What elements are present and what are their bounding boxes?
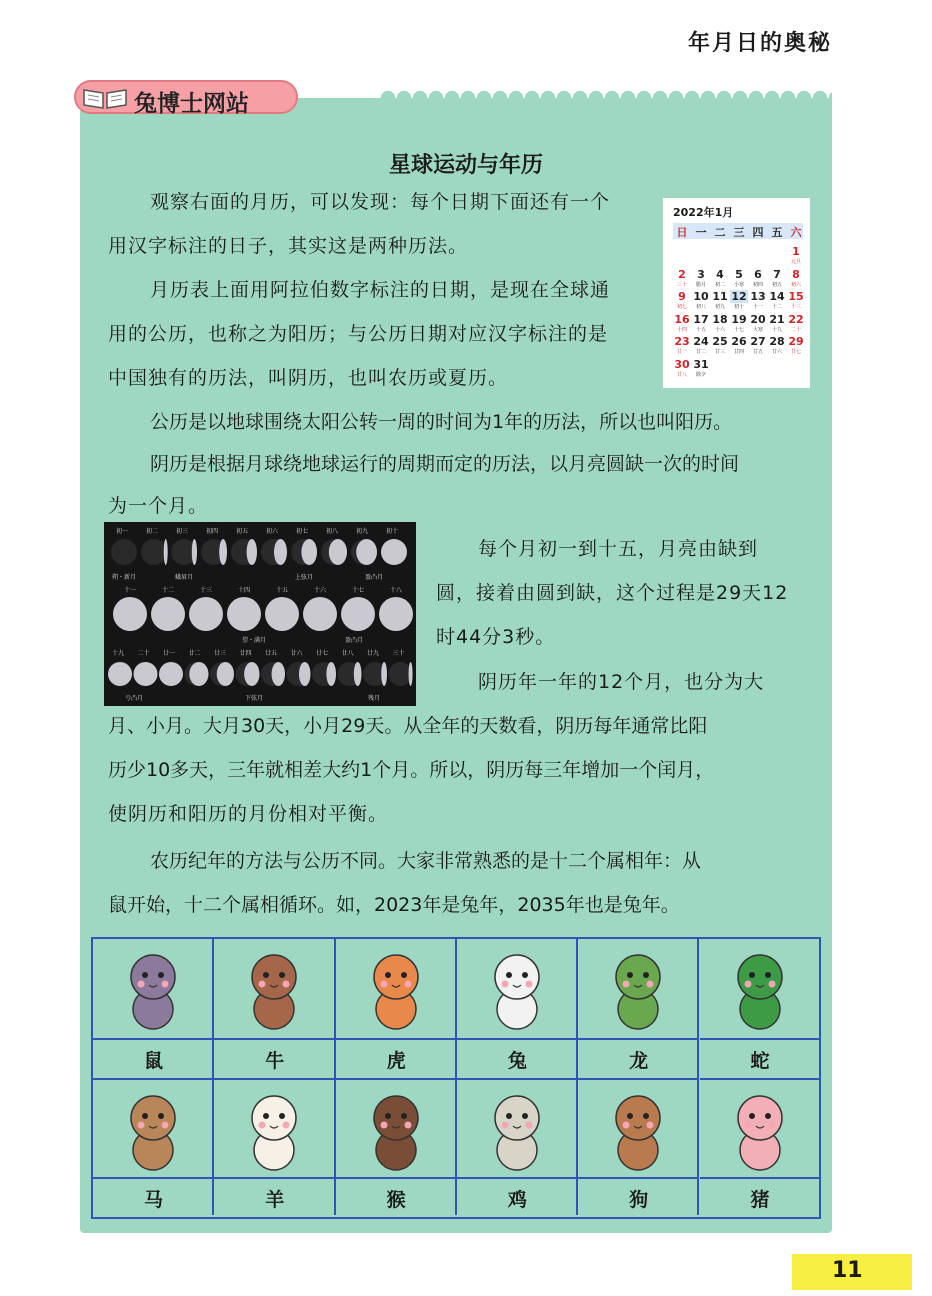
zodiac-animal-cell — [700, 939, 819, 1040]
calendar-lunar-day: 十五 — [695, 326, 706, 333]
paragraph-line: 农历纪年的方法与公历不同。大家非常熟悉的是十二个属相年：从 — [150, 850, 702, 872]
calendar-lunar-day: 十九 — [771, 326, 782, 333]
paragraph-line: 月、小月。大月30天，小月29天。从全年的天数看，阴历每年通常比阳 — [108, 715, 708, 737]
calendar-day: 6 — [754, 267, 762, 281]
paragraph-line: 用汉字标注的日子，其实这是两种历法。 — [108, 235, 469, 257]
zodiac-name: 狗 — [629, 1189, 649, 1211]
paragraph-line: 使阴历和阳历的月份相对平衡。 — [108, 803, 389, 825]
calendar-weekday: 五 — [771, 226, 783, 239]
calendar-day: 11 — [712, 290, 728, 303]
calendar-lunar-day: 廿六 — [771, 349, 782, 355]
calendar-day: 30 — [674, 357, 690, 371]
moon-icon — [113, 597, 147, 631]
calendar-day: 31 — [693, 357, 709, 371]
moon-phase-label: 十二 — [161, 587, 175, 594]
paragraph-line: 每个月初一到十五，月亮由缺到 — [478, 538, 759, 560]
zodiac-name: 羊 — [265, 1189, 285, 1211]
calendar-weekday: 四 — [752, 226, 764, 239]
calendar-lunar-day: 除夕 — [695, 371, 706, 378]
calendar-lunar-day: 初五 — [771, 281, 782, 288]
zodiac-name-cell — [93, 1179, 214, 1215]
moon-icon — [189, 597, 223, 631]
moon-phase-label: 廿九 — [366, 650, 380, 657]
moon-icon — [159, 662, 183, 686]
calendar-lunar-day: 廿四 — [733, 349, 744, 355]
moon-phase-label: 十六 — [313, 587, 327, 594]
paragraph-line: 用的公历，也称之为阳历；与公历日期对应汉字标注的是 — [108, 323, 609, 345]
moon-icon — [141, 539, 167, 565]
paragraph-line: 阴历年一年的12个月，也分为大 — [478, 671, 765, 693]
calendar-day: 16 — [674, 312, 690, 326]
moon-phase-label: 二十 — [137, 650, 150, 657]
calendar-weekday: 三 — [733, 226, 745, 239]
pig-icon — [700, 1080, 821, 1179]
moon-phase-label: 廿七 — [315, 650, 329, 657]
zodiac-name: 鸡 — [507, 1189, 527, 1211]
zodiac-name-cell — [336, 1179, 457, 1215]
calendar-lunar-day: 廿八 — [676, 371, 687, 378]
calendar-lunar-day: 十七 — [733, 326, 744, 333]
zodiac-name-cell — [336, 1040, 457, 1080]
month-calendar — [663, 198, 810, 388]
moon-phase-label: 亏凸月 — [124, 695, 144, 702]
paragraph-line: 鼠开始，十二个属相循环。如，2023年是兔年，2035年也是兔年。 — [108, 894, 680, 916]
zodiac-animal-cell — [578, 939, 699, 1040]
moon-phase-label: 廿一 — [162, 650, 176, 657]
zodiac-animal-cell — [336, 1080, 457, 1179]
moon-phase-label: 廿八 — [341, 650, 354, 657]
calendar-day: 12 — [731, 290, 747, 303]
moon-phase-label: 十一 — [123, 587, 137, 594]
ox-icon — [214, 939, 335, 1038]
moon-phase-label: 初四 — [205, 528, 219, 535]
moon-lit-part — [247, 539, 257, 565]
calendar-lunar-day: 二十 — [790, 326, 801, 333]
calendar-day: 17 — [693, 312, 709, 326]
moon-lit-part — [219, 539, 227, 565]
calendar-lunar-day: 大寒 — [752, 326, 763, 333]
moon-phase-label: 廿六 — [290, 650, 303, 657]
paragraph-line: 阴历是根据月球绕地球运行的周期而定的历法，以月亮圆缺一次的时间 — [150, 453, 740, 475]
calendar-day: 14 — [769, 290, 785, 303]
zodiac-name-cell — [700, 1179, 819, 1215]
paragraph-line: 圆，接着由圆到缺，这个过程是29天12 — [436, 582, 789, 604]
calendar-day: 18 — [712, 312, 728, 326]
moon-icon — [379, 597, 413, 631]
calendar-weekday: 六 — [790, 226, 802, 239]
zodiac-name: 猪 — [750, 1189, 770, 1211]
moon-phase-label: 盈凸月 — [344, 637, 364, 644]
page-number: 11 — [832, 1258, 863, 1283]
moon-phase-label: 残月 — [367, 695, 381, 702]
chapter-title: 年月日的奥秘 — [687, 31, 832, 56]
calendar-lunar-day: 初九 — [714, 304, 725, 310]
calendar-lunar-day: 廿二 — [695, 349, 706, 355]
calendar-lunar-day: 十四 — [676, 326, 687, 333]
moon-lit-part — [274, 539, 287, 565]
tiger-icon — [336, 939, 457, 1038]
calendar-lunar-day: 十一 — [752, 304, 763, 310]
zodiac-name-cell — [457, 1179, 578, 1215]
calendar-day: 4 — [716, 267, 724, 281]
zodiac-name: 虎 — [386, 1050, 406, 1072]
zodiac-name: 兔 — [507, 1050, 527, 1072]
moon-phase-label: 初八 — [325, 528, 339, 535]
paragraph-line: 历少10多天，三年就相差大约1个月。所以，阴历每三年增加一个闰月， — [108, 759, 715, 781]
moon-lit-part — [301, 539, 317, 565]
dog-icon — [578, 1080, 699, 1179]
zodiac-name: 牛 — [265, 1050, 285, 1072]
zodiac-name-cell — [457, 1040, 578, 1080]
horse-icon — [93, 1080, 214, 1179]
calendar-weekday: 二 — [714, 226, 726, 239]
calendar-lunar-day: 廿一 — [676, 349, 687, 355]
calendar-lunar-day: 初二 — [714, 281, 725, 288]
calendar-day: 24 — [693, 335, 709, 348]
calendar-day: 15 — [788, 290, 804, 303]
article-title: 星球运动与年历 — [388, 153, 543, 178]
moon-lit-part — [326, 662, 336, 686]
calendar-title: 2022年1月 — [673, 206, 734, 219]
calendar-lunar-day: 廿七 — [790, 349, 801, 355]
moon-phase-label: 初五 — [235, 528, 249, 535]
zodiac-animal-cell — [93, 939, 214, 1040]
moon-phase-label: 初一 — [115, 528, 129, 535]
calendar-day: 25 — [712, 335, 728, 348]
calendar-day: 10 — [693, 290, 709, 303]
calendar-lunar-day: 十六 — [714, 326, 725, 333]
moon-phase-label: 初六 — [265, 528, 279, 535]
moon-lit-part — [329, 539, 347, 565]
calendar-day: 19 — [731, 312, 747, 326]
moon-phases-image — [104, 522, 416, 706]
moon-phase-label: 朔・新月 — [111, 574, 137, 581]
goat-icon — [214, 1080, 335, 1179]
moon-phase-label: 十九 — [111, 650, 125, 657]
zodiac-animal-cell — [214, 1080, 335, 1179]
moon-phase-label: 十七 — [351, 587, 365, 594]
moon-icon — [108, 662, 132, 686]
calendar-day: 9 — [678, 290, 686, 303]
moon-lit-part — [272, 662, 285, 686]
zodiac-name-cell — [93, 1040, 214, 1080]
calendar-day: 26 — [731, 335, 747, 348]
paragraph-line: 时44分3秒。 — [436, 626, 556, 648]
zodiac-animal-cell — [700, 1080, 819, 1179]
calendar-lunar-day: 初十 — [733, 304, 744, 310]
calendar-lunar-day: 元旦 — [790, 259, 801, 265]
moon-lit-part — [164, 539, 168, 565]
moon-lit-part — [192, 539, 197, 565]
paragraph-line: 为一个月。 — [108, 495, 209, 517]
moon-phase-label: 廿二 — [188, 650, 201, 657]
moon-phase-label: 十三 — [199, 587, 213, 594]
calendar-lunar-day: 廿三 — [714, 349, 725, 355]
zodiac-name-cell — [700, 1040, 819, 1080]
moon-lit-part — [189, 662, 208, 686]
calendar-lunar-day: 十二 — [771, 304, 782, 310]
calendar-lunar-day: 初八 — [695, 304, 706, 310]
calendar-day: 22 — [788, 312, 804, 326]
page-number-badge — [792, 1254, 912, 1290]
moon-lit-part — [356, 539, 377, 565]
calendar-lunar-day: 廿五 — [752, 349, 763, 355]
paragraph-line: 公历是以地球围绕太阳公转一周的时间为1年的历法，所以也叫阳历。 — [150, 411, 733, 433]
zodiac-name: 鼠 — [143, 1050, 163, 1072]
zodiac-name: 龙 — [629, 1050, 649, 1072]
calendar-lunar-day: 三十 — [676, 281, 687, 288]
moon-lit-part — [381, 662, 387, 686]
zodiac-name-cell — [214, 1040, 335, 1080]
moon-lit-part — [217, 662, 234, 686]
calendar-lunar-day: 十三 — [790, 304, 801, 310]
moon-icon — [303, 597, 337, 631]
zodiac-name: 猴 — [386, 1189, 406, 1211]
moon-icon — [381, 539, 407, 565]
zodiac-animal-cell — [336, 939, 457, 1040]
calendar-day: 13 — [750, 290, 766, 303]
moon-lit-part — [299, 662, 311, 686]
paragraph-line: 中国独有的历法，叫阴历，也叫农历或夏历。 — [108, 367, 509, 389]
moon-icon — [111, 539, 137, 565]
moon-phase-label: 初三 — [175, 528, 189, 535]
calendar-lunar-day: 腊月 — [695, 281, 706, 288]
calendar-day: 20 — [750, 312, 766, 326]
calendar-lunar-day: 小寒 — [733, 281, 744, 288]
moon-icon — [227, 597, 261, 631]
section-tag — [74, 80, 298, 117]
rooster-icon — [457, 1080, 578, 1179]
zodiac-animal-cell — [214, 939, 335, 1040]
moon-phase-label: 十五 — [275, 587, 289, 594]
rat-icon — [93, 939, 214, 1038]
zodiac-animal-cell — [578, 1080, 699, 1179]
moon-phase-label: 廿五 — [264, 650, 278, 657]
paragraph-line: 观察右面的月历，可以发现：每个日期下面还有一个 — [150, 191, 611, 213]
calendar-weekday: 日 — [676, 226, 688, 239]
zodiac-animal-cell — [457, 939, 578, 1040]
moon-phase-label: 初二 — [145, 528, 159, 535]
zodiac-animal-cell — [93, 1080, 214, 1179]
moon-phase-label: 初七 — [295, 528, 309, 535]
calendar-weekday: 一 — [695, 226, 707, 239]
moon-phase-label: 下弦月 — [244, 695, 264, 702]
calendar-day: 1 — [792, 245, 800, 258]
zodiac-name: 马 — [143, 1189, 163, 1211]
moon-phase-label: 十八 — [389, 587, 403, 594]
moon-phase-label: 望・满月 — [241, 637, 267, 644]
moon-lit-part — [409, 662, 413, 686]
moon-icon — [134, 662, 158, 686]
calendar-day: 29 — [788, 335, 804, 348]
moon-phase-label: 三十 — [392, 650, 405, 657]
calendar-lunar-day: 初七 — [676, 304, 687, 310]
moon-phase-label: 蛾眉月 — [174, 574, 194, 581]
zodiac-name-cell — [578, 1040, 699, 1080]
moon-phase-label: 廿四 — [239, 650, 252, 657]
dragon-icon — [578, 939, 699, 1038]
moon-icon — [151, 597, 185, 631]
snake-icon — [700, 939, 821, 1038]
calendar-day: 3 — [697, 267, 705, 281]
calendar-day: 27 — [750, 335, 766, 348]
calendar-lunar-day: 初四 — [752, 281, 763, 288]
moon-lit-part — [244, 662, 259, 686]
calendar-weekday-row — [673, 223, 803, 239]
calendar-day: 8 — [792, 267, 800, 281]
moon-icon — [341, 597, 375, 631]
zodiac-table — [91, 937, 821, 1219]
calendar-day: 5 — [735, 267, 743, 281]
calendar-day: 28 — [769, 335, 785, 348]
moon-phase-label: 上弦月 — [294, 574, 314, 581]
paragraph-line: 月历表上面用阿拉伯数字标注的日期，是现在全球通 — [150, 279, 611, 301]
zodiac-name-cell — [214, 1179, 335, 1215]
calendar-day: 2 — [678, 267, 686, 281]
moon-phase-label: 初十 — [385, 528, 399, 535]
calendar-day: 23 — [674, 335, 690, 348]
zodiac-name-cell — [578, 1179, 699, 1215]
monkey-icon — [336, 1080, 457, 1179]
moon-phase-label: 盈凸月 — [364, 574, 384, 581]
section-tag-label: 兔博士网站 — [134, 91, 249, 117]
moon-phase-label: 初九 — [355, 528, 369, 535]
rabbit-icon — [457, 939, 578, 1038]
moon-icon — [265, 597, 299, 631]
moon-lit-part — [354, 662, 362, 686]
moon-phase-label: 十四 — [237, 587, 251, 594]
moon-phase-label: 廿三 — [213, 650, 227, 657]
calendar-lunar-day: 初六 — [790, 281, 801, 288]
calendar-day: 7 — [773, 267, 781, 281]
zodiac-name: 蛇 — [750, 1050, 770, 1072]
zodiac-animal-cell — [457, 1080, 578, 1179]
calendar-day: 21 — [769, 312, 785, 326]
book-icon — [82, 86, 128, 114]
